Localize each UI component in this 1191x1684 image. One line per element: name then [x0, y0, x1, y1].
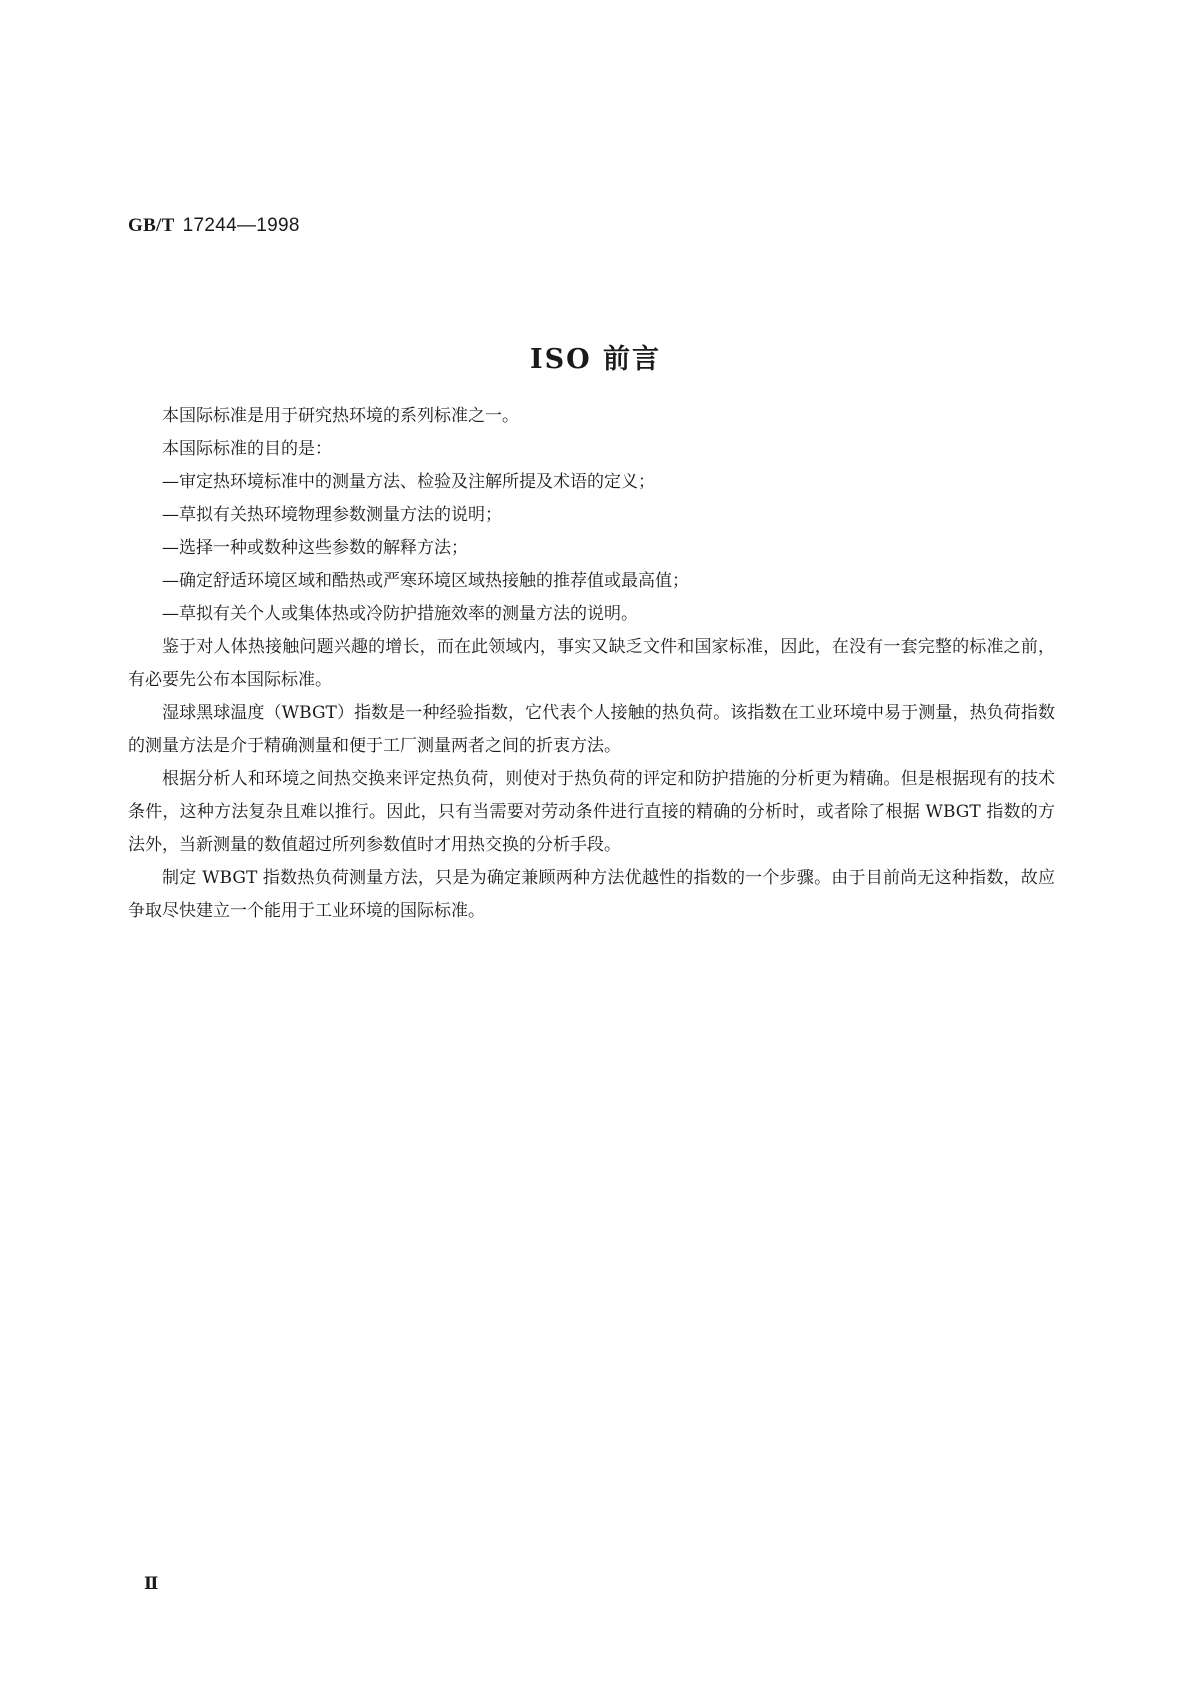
standard-number — [128, 214, 300, 237]
list-item: —草拟有关个人或集体热或冷防护措施效率的测量方法的说明。 — [162, 604, 638, 624]
page-number: Ⅱ — [144, 1574, 159, 1594]
paragraph: 根据分析人和环境之间热交换来评定热负荷，则使对于热负荷的评定和防护措施的分析更为精确。但是根据现有的技术条件，这种方法复杂且难以推行。因此，只有当需要对劳动条件进行直接的精确的分析时，或者除了根据 WBGT 指数的方法外，当新测量的数值超过所列参数值时才用热交换的分析手段。 — [128, 769, 1055, 855]
list-item: —确定舒适环境区域和酷热或严寒环境区域热接触的推荐值或最高值； — [162, 571, 689, 591]
paragraph: 制定 WBGT 指数热负荷测量方法，只是为确定兼顾两种方法优越性的指数的一个步骤。由于目前尚无这种指数，故应争取尽快建立一个能用于工业环境的国际标准。 — [128, 868, 1055, 921]
paragraph: 湿球黑球温度（WBGT）指数是一种经验指数，它代表个人接触的热负荷。该指数在工业环境中易于测量，热负荷指数的测量方法是介于精确测量和便于工厂测量两者之间的折衷方法。 — [128, 703, 1055, 756]
paragraph: 本国际标准是用于研究热环境的系列标准之一。 — [162, 406, 519, 426]
page-title: ISO 前言 — [529, 344, 662, 375]
paragraph: 本国际标准的目的是： — [162, 439, 332, 459]
standard-code: GB/T — [128, 215, 175, 236]
list-item: —选择一种或数种这些参数的解释方法； — [162, 538, 468, 558]
list-item: —草拟有关热环境物理参数测量方法的说明； — [162, 505, 502, 525]
paragraph: 鉴于对人体热接触问题兴趣的增长，而在此领域内，事实又缺乏文件和国家标准，因此，在没有一套完整的标准之前，有必要先公布本国际标准。 — [128, 637, 1055, 690]
list-item: —审定热环境标准中的测量方法、检验及注解所提及术语的定义； — [162, 472, 655, 492]
document-body — [128, 400, 1055, 928]
standard-year-number: 17244—1998 — [182, 215, 300, 236]
